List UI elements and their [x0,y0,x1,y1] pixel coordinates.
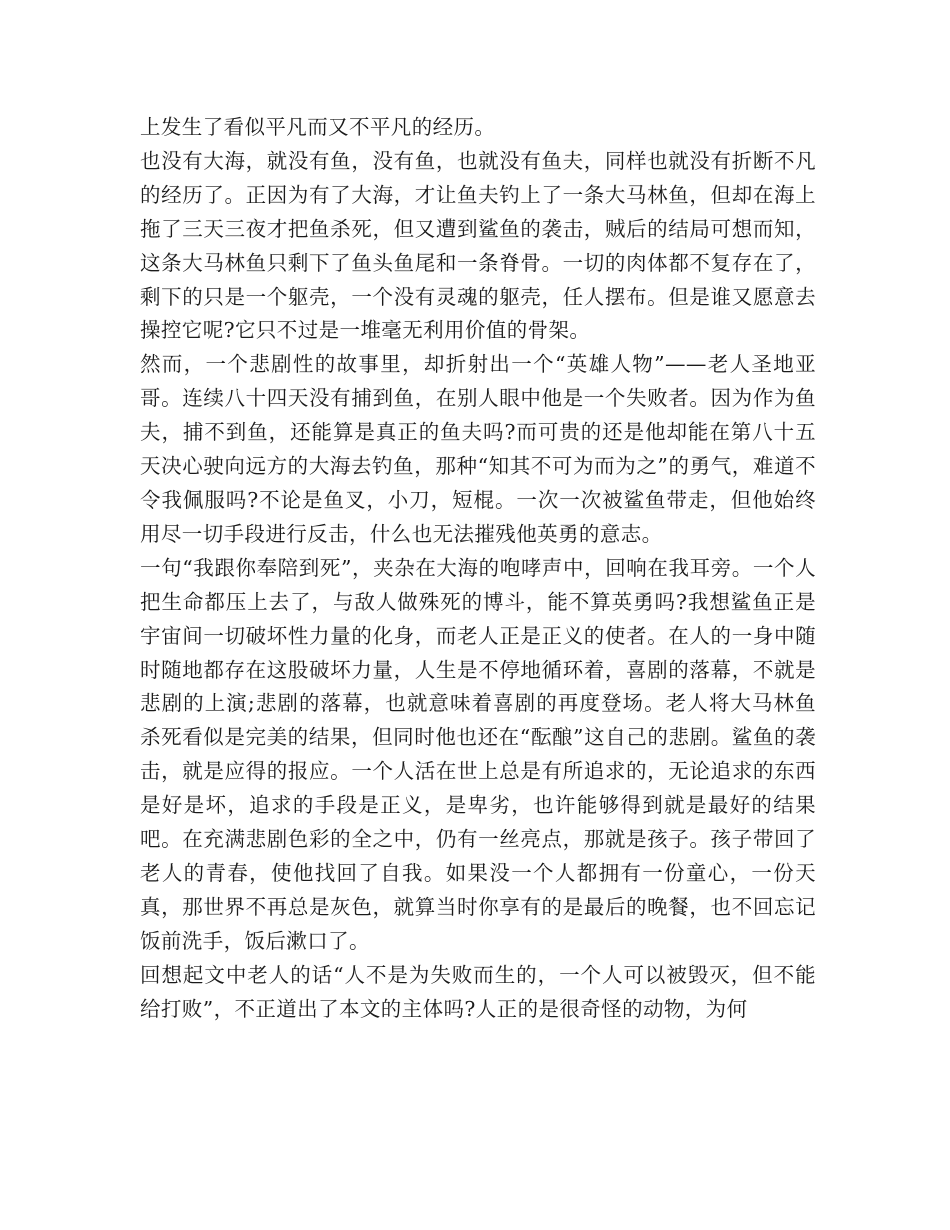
paragraph-2: 也没有大海，就没有鱼，没有鱼，也就没有鱼夫，同样也就没有折断不凡的经历了。正因为有了大海，才让鱼夫钓上了一条大马林鱼，但却在海上拖了三天三夜才把鱼杀死，但又遭到鲨鱼的袭击，贼后的结局可想而知，这条大马林鱼只剩下了鱼头鱼尾和一条脊骨。一切的肉体都不复存在了，剩下的只是一个躯壳，一个没有灵魂的躯壳，任人摆布。但是谁又愿意去操控它呢?它只不过是一堆毫无利用价值的骨架。 [140,148,816,343]
paragraph-1: 上发生了看似平凡而又不平凡的经历。 [140,115,496,139]
paragraph-5: 回想起文中老人的话“人不是为失败而生的，一个人可以被毁灭，但不能给打败”，不正道出了本文的主体吗?人正的是很奇怪的动物，为何 [140,962,816,1021]
paragraph-4: 一句“我跟你奉陪到死”，夹杂在大海的咆哮声中，回响在我耳旁。一个人把生命都压上去了，与敌人做殊死的博斗，能不算英勇吗?我想鲨鱼正是宇宙间一切破坏性力量的化身，而老人正是正义的使者。在人的一身中随时随地都存在这股破坏力量，人生是不停地循环着，喜剧的落幕，不就是悲剧的上演;悲剧的落幕，也就意味着喜剧的再度登场。老人将大马林鱼杀死看似是完美的结果，但同时他也还在“酝酿”这自己的悲剧。鲨鱼的袭击，就是应得的报应。一个人活在世上总是有所追求的，无论追求的东西是好是坏，追求的手段是正义，是卑劣，也许能够得到就是最好的结果吧。在充满悲剧色彩的全之中，仍有一丝亮点，那就是孩子。孩子带回了老人的青春，使他找回了自我。如果没一个人都拥有一份童心，一份天真，那世界不再总是灰色，就算当时你享有的是最后的晚餐，也不回忘记饭前洗手，饭后漱口了。 [140,555,816,953]
document-body [140,111,816,1026]
paragraph-3: 然而，一个悲剧性的故事里，却折射出一个“英雄人物”——老人圣地亚哥。连续八十四天没有捕到鱼，在别人眼中他是一个失败者。因为作为鱼夫，捕不到鱼，还能算是真正的鱼夫吗?而可贵的还是他却能在第八十五天决心驶向远方的大海去钓鱼，那种“知其不可为而为之”的勇气，难道不令我佩服吗?不论是鱼叉，小刀，短棍。一次一次被鲨鱼带走，但他始终用尽一切手段进行反击，什么也无法摧残他英勇的意志。 [140,352,816,546]
